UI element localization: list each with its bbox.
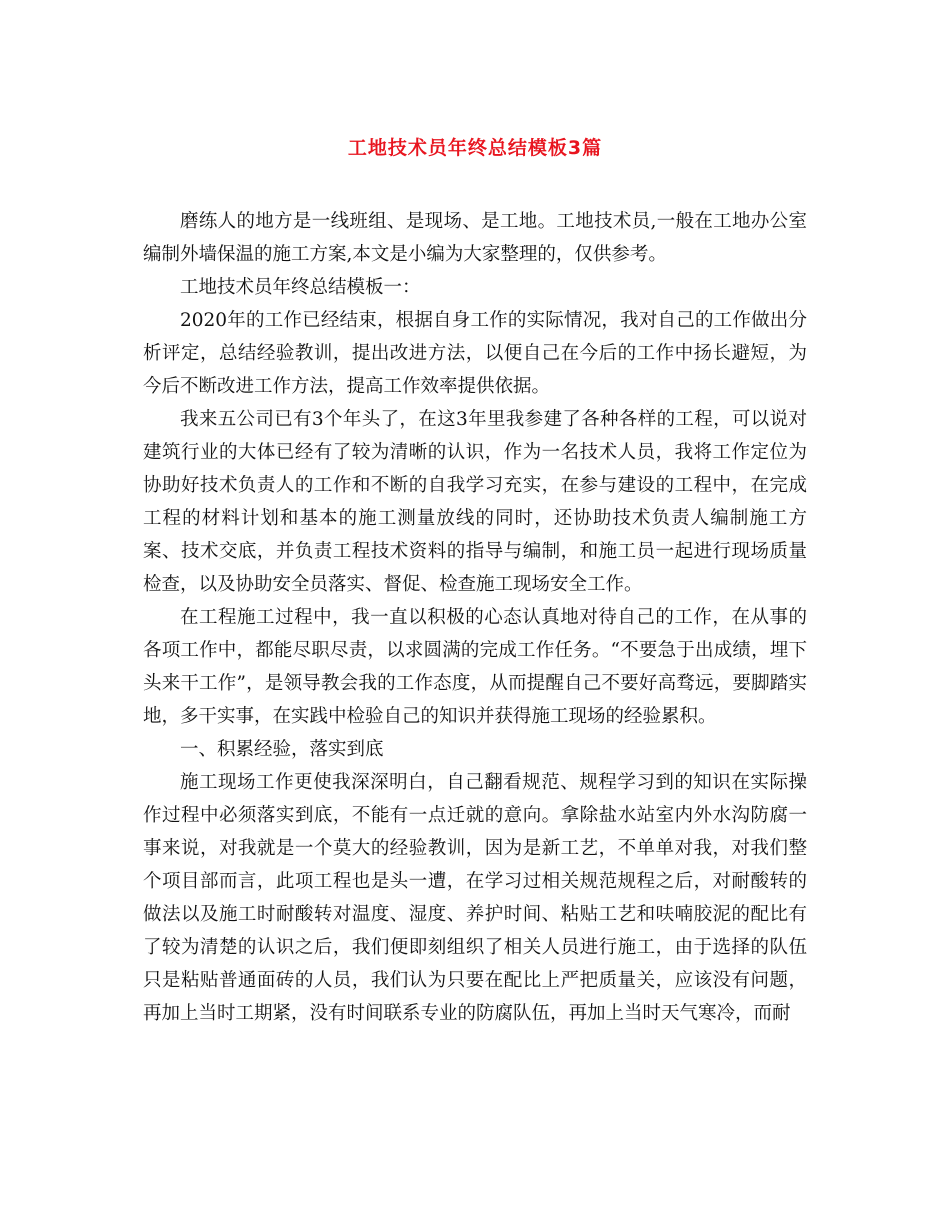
paragraph-2020-summary: 2020年的工作已经结束，根据自身工作的实际情况，我对自己的工作做出分析评定，总结经验教训，提出改进方法，以便自己在今后的工作中扬长避短，为今后不断改进工作方法，提高工作效率提供依据。 (143, 310, 807, 397)
paragraph-site-lessons: 施工现场工作更使我深深明白，自己翻看规范、规程学习到的知识在实际操作过程中必须落实到底，不能有一点迁就的意向。拿除盐水站室内外水沟防腐一事来说，对我就是一个莫大的经验教训，因为是新工艺，不单单对我，对我们整个项目部而言，此项工程也是头一遭，在学习过相关规范规程之后，对耐酸转的做法以及施工时耐酸转对温度、湿度、养护时间、粘贴工艺和呋喃胶泥的配比有了较为清楚的认识之后，我们便即刻组织了相关人员进行施工，由于选择的队伍只是粘贴普通面砖的人员，我们认为只要在配比上严把质量关，应该没有问题，再加上当时工期紧，没有时间联系专业的防腐队伍，再加上当时天气寒冷，而耐 (143, 772, 807, 1024)
document-body (143, 205, 807, 1030)
paragraph-work-experience: 我来五公司已有3个年头了，在这3年里我参建了各种各样的工程，可以说对建筑行业的大体已经有了较为清晰的认识，作为一名技术人员，我将工作定位为协助好技术负责人的工作和不断的自我学习充实，在参与建设的工程中，在完成工程的材料计划和基本的施工测量放线的同时，还协助技术负责人编制施工方案、技术交底，并负责工程技术资料的指导与编制，和施工员一起进行现场质量检查，以及协助安全员落实、督促、检查施工现场安全工作。 (143, 409, 807, 595)
paragraph-intro: 磨练人的地方是一线班组、是现场、是工地。工地技术员,一般在工地办公室编制外墙保温的施工方案,本文是小编为大家整理的，仅供参考。 (143, 211, 807, 265)
paragraph-work-attitude: 在工程施工过程中，我一直以积极的心态认真地对待自己的工作，在从事的各项工作中，都能尽职尽责，以求圆满的完成工作任务。“不要急于出成绩，埋下头来干工作”，是领导教会我的工作态度，从而提醒自己不要好高骛远，要脚踏实地，多干实事，在实践中检验自己的知识并获得施工现场的经验累积。 (143, 607, 807, 727)
paragraph-section-heading: 一、积累经验，落实到底 (180, 739, 384, 760)
document-title: 工地技术员年终总结模板3篇 (347, 137, 603, 159)
paragraph-template-heading: 工地技术员年终总结模板一： (180, 277, 421, 298)
